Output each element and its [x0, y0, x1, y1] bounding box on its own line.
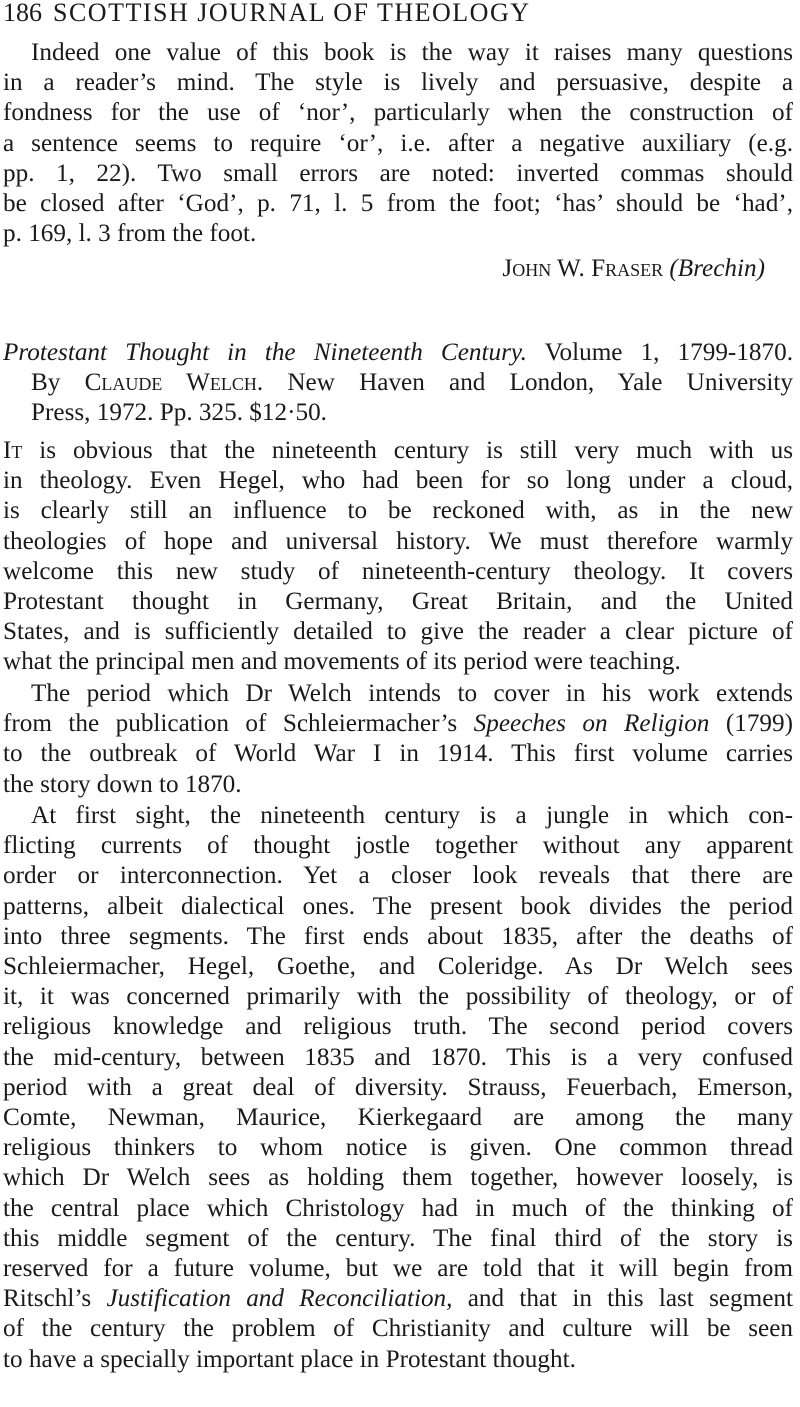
book-publisher: New Haven and London, Yale University	[287, 369, 793, 397]
text-line: pp. 1, 22). Two small errors are noted: inverted commas should	[3, 159, 793, 187]
text-line: in a reader’s mind. The style is lively and persuasive, despite a	[3, 69, 793, 97]
text-line: what the principal men and movements of its period were teaching.	[3, 648, 681, 676]
book-heading-line	[3, 338, 793, 368]
text-line: The period which Dr Welch intends to cover in his work extends	[31, 680, 793, 707]
review-paragraph-2	[3, 679, 793, 800]
journal-title: SCOTTISH JOURNAL OF THEOLOGY	[53, 0, 531, 27]
text-line: welcome this new study of nineteenth-century theology. It covers	[3, 557, 793, 585]
opening-word: It	[3, 437, 23, 464]
text-line: theologies of hope and universal history. We must therefore warmly	[3, 527, 793, 555]
by-label: By	[31, 369, 61, 397]
reviewer-signature	[502, 254, 765, 284]
text-line: fondness for the use of ‘nor’, particularly when the construction of	[3, 99, 793, 127]
book-title: Protestant Thought in the Nineteenth Century.	[3, 339, 527, 366]
text-line: It is obvious that the nineteenth century is still very much with us	[3, 437, 793, 464]
text-line: Protestant thought in Germany, Great Britain, and the United	[3, 588, 793, 616]
text-line: Ritschl’s Justification and Reconciliation, and that in this last segment	[3, 1285, 794, 1313]
text-line: in theology. Even Hegel, who had been for so long under a cloud,	[3, 467, 793, 495]
text-line: from the publication of Schleiermacher’s Speeches on Religion (1799)	[3, 710, 793, 738]
review-paragraph-1	[3, 436, 793, 678]
reviewer-name: John W. Fraser	[502, 255, 664, 282]
book-heading	[3, 338, 793, 429]
text-line: to the outbreak of World War I in 1914. This first volume carries	[3, 740, 793, 768]
text-line: this middle segment of the century. The final third of the story is	[3, 1224, 793, 1252]
italic-title: Justification and Reconciliation,	[106, 1285, 453, 1313]
text-line: States, and is sufficiently detailed to give the reader a clear picture of	[3, 618, 793, 646]
text-line: the mid-century, between 1835 and 1870. This is a very confused	[3, 1043, 793, 1071]
book-author: Claude Welch.	[84, 369, 264, 397]
text-line: it, it was concerned primarily with the possibility of theology, or of	[3, 983, 793, 1011]
text-line: period with a great deal of diversity. Strauss, Feuerbach, Emerson,	[3, 1073, 793, 1101]
text-line: order or interconnection. Yet a closer look reveals that there are	[3, 862, 793, 890]
text-line: of the century the problem of Christianity and culture will be seen	[3, 1315, 793, 1343]
text-line: which Dr Welch sees as holding them together, however loosely, is	[3, 1164, 793, 1192]
reviewer-place: (Brechin)	[669, 255, 765, 282]
text-line: p. 169, l. 3 from the foot.	[3, 220, 257, 248]
review-paragraph-3	[3, 801, 793, 1375]
text-line: Comte, Newman, Maurice, Kierkegaard are among the many	[3, 1104, 793, 1132]
previous-review-text	[3, 38, 793, 249]
text-line: the story down to 1870.	[3, 770, 242, 798]
text-line: is clearly still an influence to be reckoned with, as in the new	[3, 497, 793, 525]
book-heading-line	[3, 368, 793, 398]
text-line: Schleiermacher, Hegel, Goethe, and Coleridge. As Dr Welch sees	[3, 953, 793, 981]
page-number: 186	[3, 0, 42, 27]
text-line: a sentence seems to require ‘or’, i.e. after a negative auxiliary (e.g.	[3, 129, 793, 157]
book-volume: Volume 1, 1799-1870.	[544, 339, 793, 366]
text-line: flicting currents of thought jostle together without any apparent	[3, 832, 793, 860]
text-line: be closed after ‘God’, p. 71, l. 5 from the foot; ‘has’ should be ‘had’,	[3, 190, 793, 218]
running-head	[3, 0, 793, 30]
italic-title: Speeches on Religion	[473, 710, 710, 738]
text-line: At first sight, the nineteenth century is a jungle in which con-	[31, 802, 793, 829]
text-line: patterns, albeit dialectical ones. The present book divides the period	[3, 892, 793, 920]
text-line: Indeed one value of this book is the way it raises many questions	[31, 39, 793, 66]
book-heading-line: Press, 1972. Pp. 325. $12·50.	[31, 399, 327, 427]
text-line: religious thinkers to whom notice is given. One common thread	[3, 1134, 793, 1162]
text-line: into three segments. The first ends about 1835, after the deaths of	[3, 922, 793, 950]
text-line: the central place which Christology had in much of the thinking of	[3, 1194, 793, 1222]
text-line: to have a specially important place in Protestant thought.	[3, 1345, 576, 1373]
text-line: reserved for a future volume, but we are told that it will begin from	[3, 1255, 793, 1283]
text-line: religious knowledge and religious truth. The second period covers	[3, 1013, 793, 1041]
